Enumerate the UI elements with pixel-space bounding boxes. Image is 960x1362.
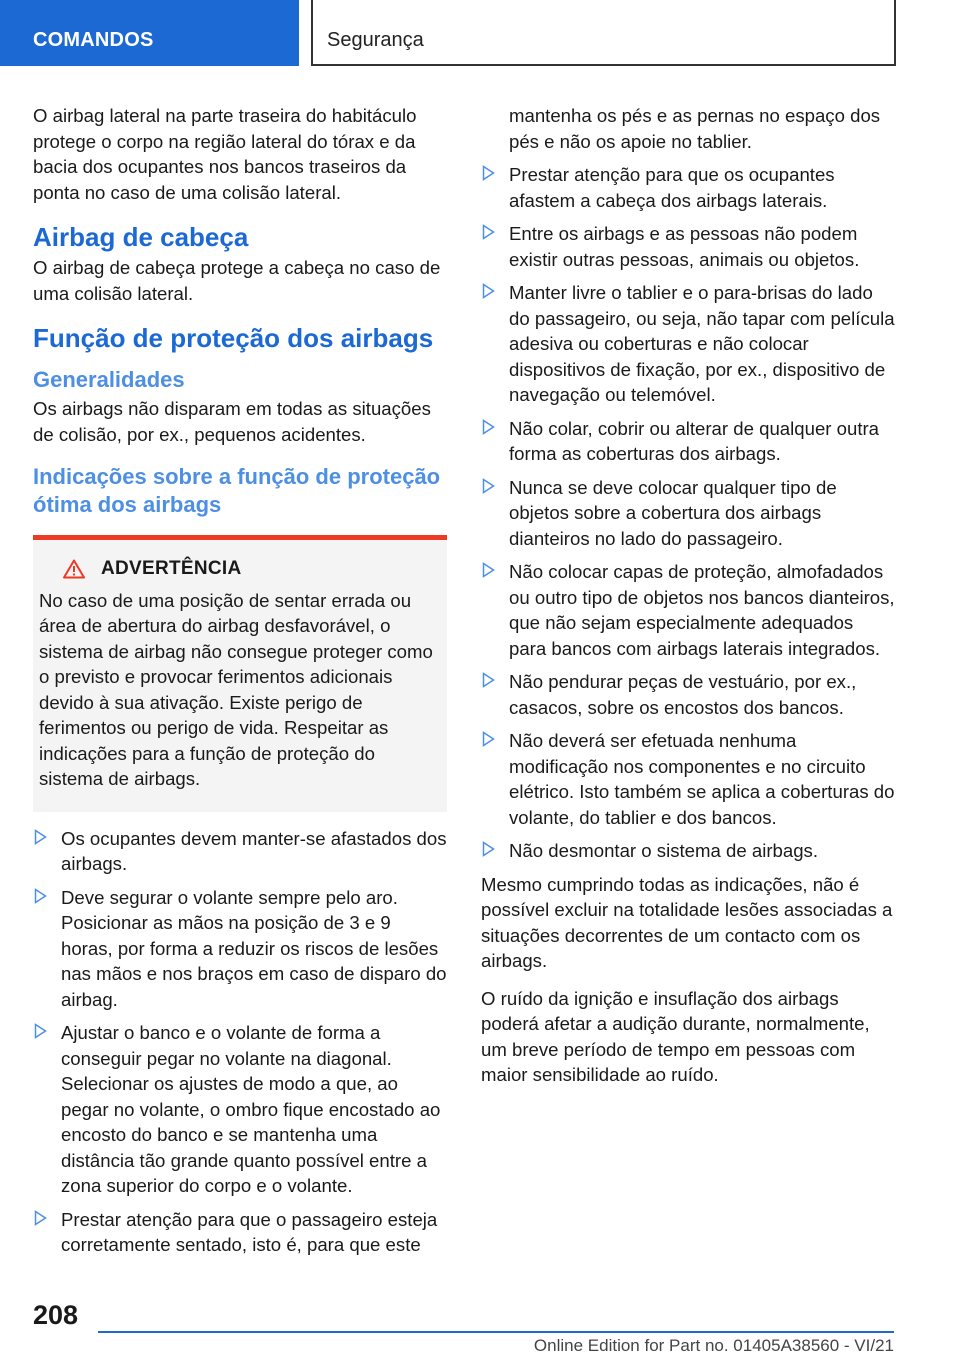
list-item bbox=[481, 838, 895, 864]
bullet-triangle-icon bbox=[482, 165, 495, 181]
list-item-text: Deve segurar o volante sempre pelo aro. Posicionar as mãos na posição de 3 e 9 horas, por forma a reduzir os riscos de lesões nas mãos e nos braços em caso de disparo do airbag. bbox=[61, 886, 447, 1010]
page-header bbox=[0, 0, 960, 66]
bullet-triangle-icon bbox=[482, 731, 495, 747]
right-bullet-list bbox=[481, 162, 895, 864]
list-item bbox=[33, 1207, 447, 1258]
list-item-text: Prestar atenção para que os ocupantes afastem a cabeça dos airbags laterais. bbox=[509, 164, 835, 211]
list-item-text: Os ocupantes devem manter-se afastados dos airbags. bbox=[61, 827, 447, 874]
bullet-triangle-icon bbox=[34, 1210, 47, 1226]
right-column bbox=[481, 103, 895, 1100]
topic-tab bbox=[311, 0, 896, 66]
intro-paragraph: O airbag lateral na parte traseira do habitáculo protege o corpo na região lateral do tórax e da bacia dos ocupantes nos bancos traseiros da ponta no caso de uma colisão lateral. bbox=[33, 105, 417, 203]
bullet-triangle-icon bbox=[482, 478, 495, 494]
warning-header bbox=[39, 556, 439, 582]
list-item bbox=[33, 826, 447, 877]
heading-head-airbag: Airbag de cabeça bbox=[33, 222, 249, 252]
list-item bbox=[481, 559, 895, 661]
warning-title: ADVERTÊNCIA bbox=[101, 558, 242, 579]
bullet-triangle-icon bbox=[34, 888, 47, 904]
left-column bbox=[33, 103, 447, 1266]
footer-divider bbox=[98, 1331, 894, 1333]
list-item-text: Ajustar o banco e o volante de forma a conseguir pegar no volante na diagonal. Selecionar os ajustes de modo a que, ao pegar no volante, o ombro fique encostado ao encosto do banco e se mantenha uma distância tão grande quanto possível entre a zona superior do corpo e o volante. bbox=[61, 1022, 441, 1196]
list-item-text: Não colar, cobrir ou alterar de qualquer outra forma as coberturas dos airbags. bbox=[509, 417, 880, 464]
list-item bbox=[481, 221, 895, 272]
warning-box bbox=[33, 535, 447, 812]
list-item-text: Entre os airbags e as pessoas não podem existir outras pessoas, animais ou objetos. bbox=[509, 223, 860, 270]
heading-airbag-function: Função de proteção dos airbags bbox=[33, 323, 434, 353]
list-item-text: Manter livre o tablier e o para-brisas do lado do passageiro, ou seja, não tapar com película adesiva ou coberturas e não colocar dispositivos de fixação, por ex., dispositivo de navegação ou telemóvel. bbox=[509, 282, 895, 405]
bullet-triangle-icon bbox=[482, 672, 495, 688]
paragraph-indications-note: Mesmo cumprindo todas as indicações, não é possível excluir na totalidade lesões associadas a situações decorrentes de um contacto com os airbags. bbox=[481, 873, 893, 971]
list-item-text: Não pendurar peças de vestuário, por ex., casacos, sobre os encostos dos bancos. bbox=[509, 671, 857, 718]
list-item-text: Nunca se deve colocar qualquer tipo de objetos sobre a cobertura dos airbags dianteiros no lado do passageiro. bbox=[509, 476, 837, 549]
general-paragraph: Os airbags não disparam em todas as situações de colisão, por ex., pequenos acidentes. bbox=[33, 398, 431, 445]
section-tab bbox=[0, 0, 299, 66]
page-number: 208 bbox=[33, 1300, 79, 1330]
bullet-triangle-icon bbox=[34, 829, 47, 845]
bullet-triangle-icon bbox=[34, 1023, 47, 1039]
list-item-text: Prestar atenção para que o passageiro esteja corretamente sentado, isto é, para que este bbox=[61, 1208, 438, 1255]
bullet-triangle-icon bbox=[482, 419, 495, 435]
heading-indications: Indicações sobre a função de proteção ótima dos airbags bbox=[33, 464, 441, 517]
bullet-triangle-icon bbox=[482, 562, 495, 578]
bullet-triangle-icon bbox=[482, 224, 495, 240]
left-bullet-list bbox=[33, 826, 447, 1258]
bullet-triangle-icon bbox=[482, 283, 495, 299]
list-item bbox=[481, 162, 895, 213]
list-item bbox=[33, 1020, 447, 1199]
list-item bbox=[481, 280, 895, 408]
list-item-text: Não colocar capas de proteção, almofadados ou outro tipo de objetos nos bancos dianteiros, que não sejam especialmente adequados para bancos com airbags laterais integrados. bbox=[509, 561, 895, 659]
bullet-triangle-icon bbox=[482, 841, 495, 857]
paragraph-noise-note: O ruído da ignição e insuflação dos airbags poderá afetar a audição durante, normalmente, um breve período de tempo em pessoas com maior sensibilidade ao ruído. bbox=[481, 987, 870, 1085]
list-item bbox=[481, 728, 895, 830]
list-item bbox=[481, 416, 895, 467]
list-item-text: Não deverá ser efetuada nenhuma modificação nos componentes e no circuito elétrico. Isto também se aplica a coberturas do volante, do tablier e dos bancos. bbox=[509, 730, 895, 828]
list-item bbox=[33, 885, 447, 1013]
list-item-text: Não desmontar o sistema de airbags. bbox=[509, 840, 819, 861]
list-item bbox=[481, 475, 895, 552]
topic-title: Segurança bbox=[327, 29, 424, 51]
list-item bbox=[481, 669, 895, 720]
section-title: COMANDOS bbox=[33, 29, 154, 51]
bullet-continuation: mantenha os pés e as pernas no espaço dos pés e não os apoie no tablier. bbox=[509, 105, 881, 152]
warning-text: No caso de uma posição de sentar errada ou área de abertura do airbag desfavorável, o sistema de airbag não consegue proteger como o previsto e provocar ferimentos adicionais devido à sua ativação. Existe perigo de ferimentos ou perigo de vida. Respeitar as indicações para a função de proteção do sistema de airbags. bbox=[39, 589, 433, 789]
warning-triangle-icon bbox=[63, 559, 85, 579]
heading-general: Generalidades bbox=[33, 367, 185, 392]
head-airbag-paragraph: O airbag de cabeça protege a cabeça no caso de uma colisão lateral. bbox=[33, 257, 441, 304]
footer-edition: Online Edition for Part no. 01405A38560 - VI/21 bbox=[533, 1336, 894, 1355]
